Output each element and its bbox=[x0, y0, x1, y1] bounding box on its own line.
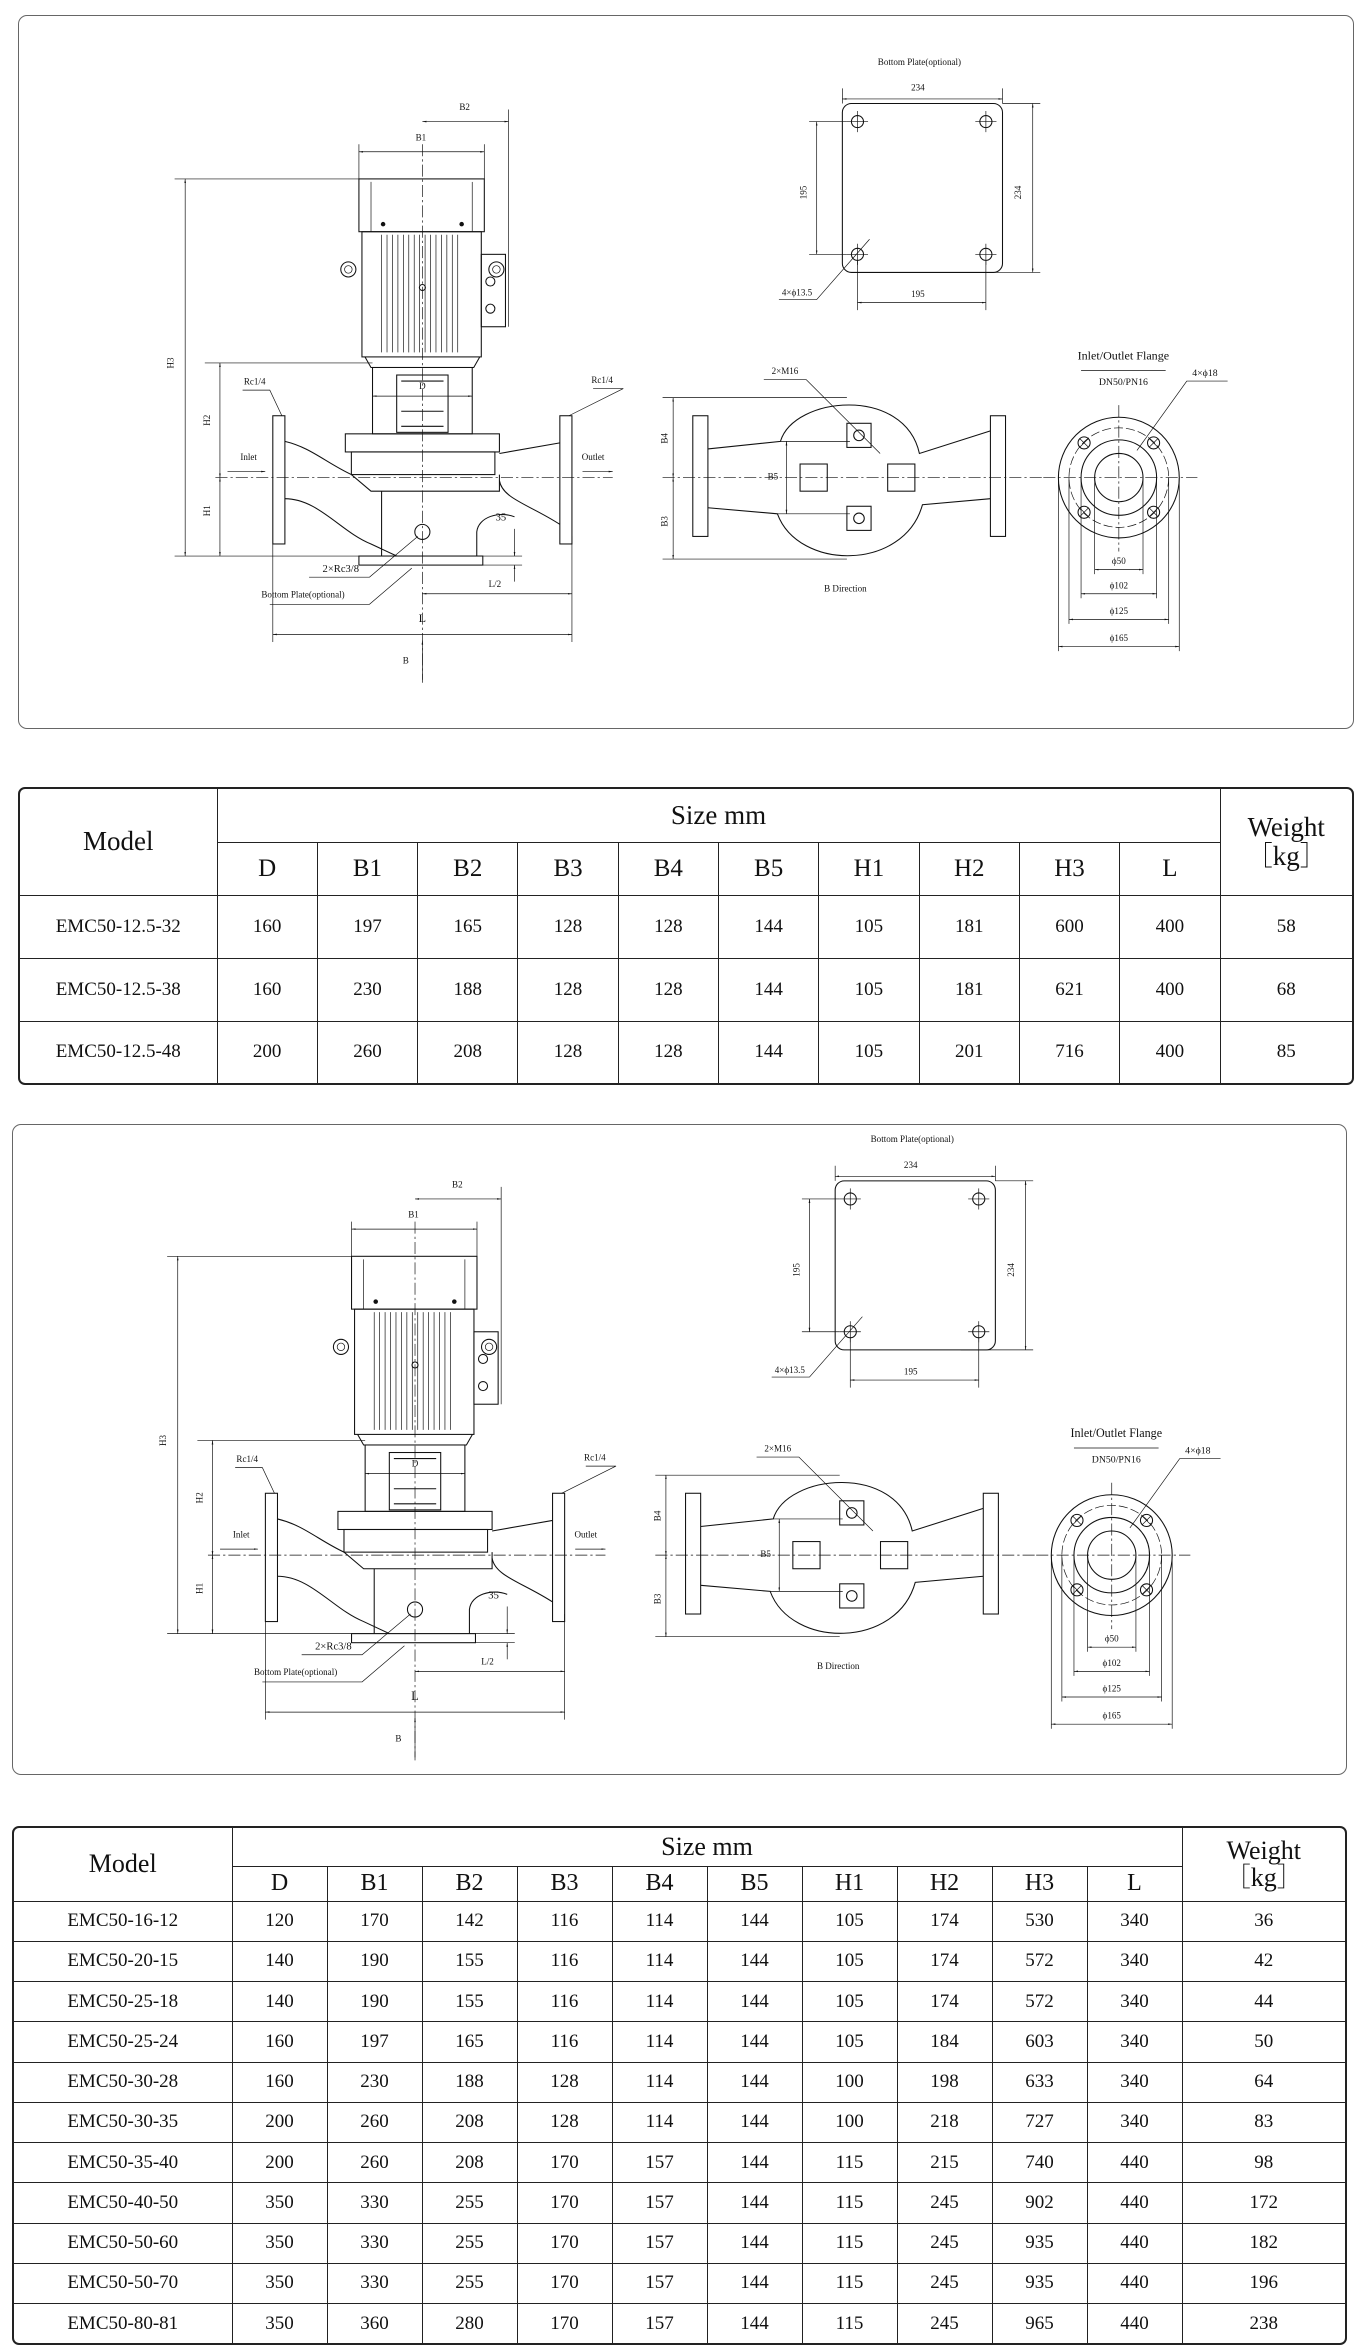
size-cell: 160 bbox=[232, 2022, 327, 2062]
size-cell: 340 bbox=[1087, 1901, 1182, 1941]
weight-cell: 64 bbox=[1182, 2062, 1345, 2102]
table-row bbox=[20, 1021, 1352, 1083]
size-cell: 144 bbox=[707, 2263, 802, 2303]
size-cell: 115 bbox=[802, 2183, 897, 2223]
size-cell: 190 bbox=[327, 1982, 422, 2022]
size-cell: 440 bbox=[1087, 2223, 1182, 2263]
label-b4: B4 bbox=[652, 1510, 663, 1522]
inlet-outlet-flange-view bbox=[1043, 349, 1227, 651]
table-row bbox=[14, 1941, 1345, 1981]
column-header: L bbox=[1087, 1866, 1182, 1901]
label-outlet: Outlet bbox=[581, 452, 605, 463]
size-cell: 935 bbox=[992, 2263, 1087, 2303]
size-cell: 260 bbox=[327, 2102, 422, 2142]
model-cell: EMC50-25-18 bbox=[14, 1982, 232, 2022]
size-cell: 935 bbox=[992, 2223, 1087, 2263]
weight-cell: 50 bbox=[1182, 2022, 1345, 2062]
size-cell: 115 bbox=[802, 2304, 897, 2344]
size-cell: 170 bbox=[517, 2143, 612, 2183]
size-cell: 140 bbox=[232, 1982, 327, 2022]
weight-label: Weight bbox=[1247, 812, 1325, 843]
size-cell: 144 bbox=[707, 2062, 802, 2102]
label-inlet: Inlet bbox=[232, 1529, 250, 1540]
size-cell: 105 bbox=[819, 958, 919, 1021]
label-d: D bbox=[411, 1458, 419, 1469]
size-cell: 350 bbox=[232, 2223, 327, 2263]
model-cell: EMC50-50-60 bbox=[14, 2223, 232, 2263]
size-cell: 155 bbox=[422, 1941, 517, 1981]
size-cell: 902 bbox=[992, 2183, 1087, 2223]
size-cell: 144 bbox=[707, 1982, 802, 2022]
size-cell: 144 bbox=[718, 895, 818, 958]
size-cell: 530 bbox=[992, 1901, 1087, 1941]
size-cell: 400 bbox=[1120, 1021, 1220, 1083]
size-cell: 114 bbox=[612, 1901, 707, 1941]
weight-cell: 36 bbox=[1182, 1901, 1345, 1941]
size-cell: 603 bbox=[992, 2022, 1087, 2062]
column-header: B3 bbox=[517, 1866, 612, 1901]
size-header: Size mm bbox=[217, 789, 1220, 842]
size-cell: 280 bbox=[422, 2304, 517, 2344]
weight-header bbox=[1182, 1828, 1345, 1901]
column-header: B1 bbox=[317, 842, 417, 895]
dimension-drawing-panel-1 bbox=[18, 15, 1354, 729]
flange-title: Inlet/Outlet Flange bbox=[1077, 348, 1170, 363]
size-cell: 330 bbox=[327, 2183, 422, 2223]
table-row bbox=[20, 895, 1352, 958]
label-l-half: L/2 bbox=[488, 578, 502, 589]
column-header: B4 bbox=[612, 1866, 707, 1901]
model-header: Model bbox=[20, 789, 217, 895]
weight-cell: 58 bbox=[1220, 895, 1352, 958]
header-row bbox=[14, 1828, 1345, 1866]
size-cell: 144 bbox=[707, 2102, 802, 2142]
size-cell: 114 bbox=[612, 2022, 707, 2062]
size-cell: 716 bbox=[1019, 1021, 1119, 1083]
size-cell: 105 bbox=[802, 2022, 897, 2062]
label-195-horizontal: 195 bbox=[911, 289, 925, 300]
size-cell: 116 bbox=[517, 1941, 612, 1981]
label-234-vertical: 234 bbox=[1013, 185, 1024, 200]
size-cell: 740 bbox=[992, 2143, 1087, 2183]
table-row bbox=[14, 2304, 1345, 2344]
size-cell: 230 bbox=[327, 2062, 422, 2102]
model-header: Model bbox=[14, 1828, 232, 1901]
size-cell: 144 bbox=[707, 2143, 802, 2183]
column-header: H3 bbox=[992, 1866, 1087, 1901]
model-cell: EMC50-12.5-48 bbox=[20, 1021, 217, 1083]
size-cell: 144 bbox=[718, 1021, 818, 1083]
size-cell: 198 bbox=[897, 2062, 992, 2102]
size-cell: 128 bbox=[517, 2062, 612, 2102]
model-cell: EMC50-35-40 bbox=[14, 2143, 232, 2183]
label-b-direction: B Direction bbox=[824, 583, 867, 594]
pump-front-view bbox=[158, 1179, 616, 1760]
size-cell: 142 bbox=[422, 1901, 517, 1941]
size-cell: 200 bbox=[232, 2143, 327, 2183]
size-cell: 105 bbox=[819, 895, 919, 958]
model-cell: EMC50-30-28 bbox=[14, 2062, 232, 2102]
header-row bbox=[20, 789, 1352, 842]
size-cell: 197 bbox=[327, 2022, 422, 2062]
column-header: B5 bbox=[718, 842, 818, 895]
size-cell: 255 bbox=[422, 2183, 517, 2223]
label-b-direction-arrow: B bbox=[402, 655, 409, 666]
size-cell: 621 bbox=[1019, 958, 1119, 1021]
column-header: H1 bbox=[819, 842, 919, 895]
size-cell: 633 bbox=[992, 2062, 1087, 2102]
column-header: B2 bbox=[418, 842, 518, 895]
model-cell: EMC50-12.5-32 bbox=[20, 895, 217, 958]
label-195-horizontal: 195 bbox=[903, 1366, 918, 1377]
size-cell: 170 bbox=[517, 2223, 612, 2263]
pump-dimension-drawing bbox=[13, 1125, 1346, 1774]
size-cell: 197 bbox=[317, 895, 417, 958]
size-cell: 572 bbox=[992, 1982, 1087, 2022]
size-cell: 105 bbox=[802, 1901, 897, 1941]
label-outlet: Outlet bbox=[574, 1529, 598, 1540]
model-cell: EMC50-50-70 bbox=[14, 2263, 232, 2303]
table-row bbox=[14, 1982, 1345, 2022]
label-b3: B3 bbox=[652, 1593, 663, 1605]
column-header: D bbox=[217, 842, 317, 895]
size-cell: 160 bbox=[217, 958, 317, 1021]
table-row bbox=[14, 2062, 1345, 2102]
size-cell: 350 bbox=[232, 2183, 327, 2223]
size-cell: 105 bbox=[802, 1941, 897, 1981]
size-cell: 200 bbox=[232, 2102, 327, 2142]
size-cell: 255 bbox=[422, 2263, 517, 2303]
size-cell: 170 bbox=[517, 2183, 612, 2223]
size-cell: 116 bbox=[517, 1901, 612, 1941]
size-cell: 128 bbox=[618, 1021, 718, 1083]
label-b4: B4 bbox=[659, 433, 670, 444]
size-cell: 245 bbox=[897, 2263, 992, 2303]
label-d: D bbox=[419, 381, 426, 392]
label-bottom-plate: Bottom Plate(optional) bbox=[254, 1666, 338, 1677]
column-header: H2 bbox=[897, 1866, 992, 1901]
size-cell: 350 bbox=[232, 2304, 327, 2344]
bottom-plate-title: Bottom Plate(optional) bbox=[877, 56, 962, 67]
size-cell: 170 bbox=[517, 2263, 612, 2303]
size-cell: 245 bbox=[897, 2223, 992, 2263]
weight-cell: 196 bbox=[1182, 2263, 1345, 2303]
size-cell: 260 bbox=[327, 2143, 422, 2183]
size-cell: 245 bbox=[897, 2183, 992, 2223]
size-cell: 114 bbox=[612, 2102, 707, 2142]
size-cell: 572 bbox=[992, 1941, 1087, 1981]
size-cell: 201 bbox=[919, 1021, 1019, 1083]
size-cell: 105 bbox=[819, 1021, 919, 1083]
model-cell: EMC50-80-81 bbox=[14, 2304, 232, 2344]
weight-unit: ［kg］ bbox=[1245, 840, 1327, 871]
size-cell: 200 bbox=[217, 1021, 317, 1083]
table-row bbox=[14, 2102, 1345, 2142]
column-header: D bbox=[232, 1866, 327, 1901]
column-header: H3 bbox=[1019, 842, 1119, 895]
size-cell: 174 bbox=[897, 1901, 992, 1941]
label-h3: H3 bbox=[158, 1434, 169, 1446]
weight-cell: 85 bbox=[1220, 1021, 1352, 1083]
dimension-drawing-panel-2 bbox=[12, 1124, 1347, 1775]
label-b3: B3 bbox=[659, 516, 670, 527]
size-cell: 116 bbox=[517, 1982, 612, 2022]
size-cell: 157 bbox=[612, 2223, 707, 2263]
b-direction-view bbox=[652, 1444, 1036, 1671]
label-h3: H3 bbox=[165, 357, 176, 369]
size-cell: 208 bbox=[418, 1021, 518, 1083]
size-cell: 600 bbox=[1019, 895, 1119, 958]
label-rc-left: Rc1/4 bbox=[243, 376, 266, 387]
label-bottom-plate: Bottom Plate(optional) bbox=[261, 589, 345, 600]
label-35: 35 bbox=[495, 512, 507, 524]
size-cell: 157 bbox=[612, 2143, 707, 2183]
label-195-vertical: 195 bbox=[791, 1263, 802, 1277]
size-cell: 128 bbox=[518, 958, 618, 1021]
size-cell: 128 bbox=[518, 1021, 618, 1083]
size-cell: 160 bbox=[232, 2062, 327, 2102]
column-header: B3 bbox=[518, 842, 618, 895]
size-cell: 100 bbox=[802, 2102, 897, 2142]
size-cell: 128 bbox=[517, 2102, 612, 2142]
bottom-plate-view bbox=[779, 57, 1040, 310]
size-cell: 340 bbox=[1087, 2102, 1182, 2142]
size-cell: 157 bbox=[612, 2263, 707, 2303]
flange-title: Inlet/Outlet Flange bbox=[1070, 1426, 1163, 1441]
dimension-table-1 bbox=[18, 787, 1354, 1085]
label-l: L bbox=[418, 611, 427, 626]
label-b5: B5 bbox=[767, 471, 779, 482]
size-cell: 128 bbox=[618, 895, 718, 958]
flange-spec: DN50/PN16 bbox=[1091, 1454, 1141, 1466]
label-b-direction: B Direction bbox=[816, 1660, 860, 1671]
model-cell: EMC50-25-24 bbox=[14, 2022, 232, 2062]
size-cell: 218 bbox=[897, 2102, 992, 2142]
table-row bbox=[14, 1901, 1345, 1941]
size-cell: 144 bbox=[707, 1901, 802, 1941]
size-cell: 115 bbox=[802, 2143, 897, 2183]
bottom-plate-view bbox=[772, 1134, 1033, 1387]
weight-cell: 83 bbox=[1182, 2102, 1345, 2142]
size-cell: 190 bbox=[327, 1941, 422, 1981]
label-rc-left: Rc1/4 bbox=[236, 1454, 259, 1465]
weight-cell: 42 bbox=[1182, 1941, 1345, 1981]
size-cell: 165 bbox=[422, 2022, 517, 2062]
size-cell: 965 bbox=[992, 2304, 1087, 2344]
weight-cell: 44 bbox=[1182, 1982, 1345, 2022]
size-cell: 255 bbox=[422, 2223, 517, 2263]
size-cell: 181 bbox=[919, 958, 1019, 1021]
size-cell: 114 bbox=[612, 1982, 707, 2022]
model-cell: EMC50-30-35 bbox=[14, 2102, 232, 2142]
label-bolts: 2×M16 bbox=[771, 366, 799, 377]
size-cell: 330 bbox=[327, 2223, 422, 2263]
weight-cell: 172 bbox=[1182, 2183, 1345, 2223]
size-cell: 188 bbox=[418, 958, 518, 1021]
label-d125: ϕ125 bbox=[1102, 1683, 1121, 1694]
label-drain: 2×Rc3/8 bbox=[315, 1641, 352, 1653]
size-cell: 215 bbox=[897, 2143, 992, 2183]
weight-cell: 182 bbox=[1182, 2223, 1345, 2263]
table-row bbox=[14, 2143, 1345, 2183]
label-234-vertical: 234 bbox=[1006, 1263, 1017, 1277]
size-header: Size mm bbox=[232, 1828, 1182, 1866]
size-cell: 260 bbox=[317, 1021, 417, 1083]
size-cell: 340 bbox=[1087, 2022, 1182, 2062]
size-cell: 400 bbox=[1120, 958, 1220, 1021]
size-cell: 170 bbox=[327, 1901, 422, 1941]
size-cell: 165 bbox=[418, 895, 518, 958]
label-rc-right: Rc1/4 bbox=[591, 375, 613, 386]
size-cell: 184 bbox=[897, 2022, 992, 2062]
size-cell: 340 bbox=[1087, 1941, 1182, 1981]
column-header: B1 bbox=[327, 1866, 422, 1901]
weight-label: Weight bbox=[1226, 1835, 1301, 1865]
size-cell: 170 bbox=[517, 2304, 612, 2344]
size-cell: 330 bbox=[327, 2263, 422, 2303]
size-cell: 440 bbox=[1087, 2183, 1182, 2223]
size-cell: 340 bbox=[1087, 2062, 1182, 2102]
weight-cell: 98 bbox=[1182, 2143, 1345, 2183]
size-cell: 208 bbox=[422, 2143, 517, 2183]
inlet-outlet-flange-view bbox=[1036, 1426, 1220, 1729]
size-cell: 340 bbox=[1087, 1982, 1182, 2022]
size-cell: 181 bbox=[919, 895, 1019, 958]
label-d50: ϕ50 bbox=[1104, 1633, 1119, 1644]
column-header: B4 bbox=[618, 842, 718, 895]
label-d125: ϕ125 bbox=[1109, 605, 1129, 616]
label-drain: 2×Rc3/8 bbox=[322, 564, 360, 576]
size-cell: 114 bbox=[612, 2062, 707, 2102]
weight-header bbox=[1220, 789, 1352, 895]
size-cell: 160 bbox=[217, 895, 317, 958]
size-cell: 128 bbox=[518, 895, 618, 958]
size-cell: 114 bbox=[612, 1941, 707, 1981]
size-cell: 230 bbox=[317, 958, 417, 1021]
label-flange-holes: 4×ϕ18 bbox=[1192, 367, 1218, 379]
table-row bbox=[14, 2022, 1345, 2062]
model-cell: EMC50-20-15 bbox=[14, 1941, 232, 1981]
weight-cell: 238 bbox=[1182, 2304, 1345, 2344]
column-header: B5 bbox=[707, 1866, 802, 1901]
label-b1: B1 bbox=[415, 132, 427, 143]
label-d165: ϕ165 bbox=[1109, 633, 1129, 644]
label-bolts: 2×M16 bbox=[764, 1443, 792, 1454]
pump-front-view bbox=[166, 102, 624, 683]
size-cell: 155 bbox=[422, 1982, 517, 2022]
size-cell: 440 bbox=[1087, 2143, 1182, 2183]
model-cell: EMC50-16-12 bbox=[14, 1901, 232, 1941]
model-cell: EMC50-40-50 bbox=[14, 2183, 232, 2223]
bottom-plate-title: Bottom Plate(optional) bbox=[870, 1134, 954, 1145]
table-row bbox=[14, 2263, 1345, 2303]
label-plate-holes: 4×ϕ13.5 bbox=[781, 287, 813, 298]
label-inlet: Inlet bbox=[240, 452, 257, 463]
label-d50: ϕ50 bbox=[1111, 556, 1126, 567]
size-cell: 144 bbox=[707, 2022, 802, 2062]
size-cell: 144 bbox=[718, 958, 818, 1021]
pump-dimension-drawing bbox=[19, 16, 1353, 728]
label-d165: ϕ165 bbox=[1102, 1710, 1121, 1721]
size-cell: 360 bbox=[327, 2304, 422, 2344]
b-direction-view bbox=[660, 366, 1044, 593]
label-b2: B2 bbox=[452, 1179, 463, 1190]
size-cell: 174 bbox=[897, 1941, 992, 1981]
size-cell: 120 bbox=[232, 1901, 327, 1941]
size-cell: 350 bbox=[232, 2263, 327, 2303]
label-h1: H1 bbox=[194, 1582, 205, 1594]
size-cell: 144 bbox=[707, 2304, 802, 2344]
label-flange-holes: 4×ϕ18 bbox=[1185, 1445, 1211, 1457]
label-b2: B2 bbox=[459, 102, 470, 113]
label-35: 35 bbox=[488, 1590, 499, 1602]
label-l: L bbox=[411, 1688, 419, 1703]
table-row bbox=[14, 2183, 1345, 2223]
label-d102: ϕ102 bbox=[1109, 580, 1129, 591]
label-h2: H2 bbox=[201, 414, 212, 426]
label-l-half: L/2 bbox=[481, 1656, 494, 1667]
label-h2: H2 bbox=[194, 1492, 205, 1504]
label-d102: ϕ102 bbox=[1102, 1657, 1121, 1668]
size-cell: 144 bbox=[707, 1941, 802, 1981]
size-cell: 208 bbox=[422, 2102, 517, 2142]
table-row bbox=[20, 958, 1352, 1021]
label-234-horizontal: 234 bbox=[911, 82, 925, 93]
weight-unit: ［kg］ bbox=[1224, 1863, 1303, 1893]
table-row bbox=[14, 2223, 1345, 2263]
size-cell: 128 bbox=[618, 958, 718, 1021]
size-cell: 174 bbox=[897, 1982, 992, 2022]
column-header: H2 bbox=[919, 842, 1019, 895]
label-b5: B5 bbox=[760, 1549, 771, 1560]
size-cell: 144 bbox=[707, 2183, 802, 2223]
flange-spec: DN50/PN16 bbox=[1098, 376, 1148, 388]
size-cell: 140 bbox=[232, 1941, 327, 1981]
dimension-table-2 bbox=[12, 1826, 1347, 2345]
column-header: H1 bbox=[802, 1866, 897, 1901]
size-cell: 116 bbox=[517, 2022, 612, 2062]
label-h1: H1 bbox=[201, 505, 212, 517]
size-cell: 440 bbox=[1087, 2263, 1182, 2303]
size-cell: 115 bbox=[802, 2223, 897, 2263]
weight-cell: 68 bbox=[1220, 958, 1352, 1021]
column-header: L bbox=[1120, 842, 1220, 895]
size-cell: 440 bbox=[1087, 2304, 1182, 2344]
size-cell: 105 bbox=[802, 1982, 897, 2022]
size-cell: 400 bbox=[1120, 895, 1220, 958]
column-header-row bbox=[20, 842, 1352, 895]
size-cell: 245 bbox=[897, 2304, 992, 2344]
model-cell: EMC50-12.5-38 bbox=[20, 958, 217, 1021]
size-cell: 144 bbox=[707, 2223, 802, 2263]
label-b1: B1 bbox=[408, 1209, 419, 1220]
size-cell: 100 bbox=[802, 2062, 897, 2102]
label-rc-right: Rc1/4 bbox=[584, 1452, 606, 1463]
size-cell: 188 bbox=[422, 2062, 517, 2102]
label-195-vertical: 195 bbox=[798, 185, 809, 200]
size-cell: 727 bbox=[992, 2102, 1087, 2142]
column-header: B2 bbox=[422, 1866, 517, 1901]
label-234-horizontal: 234 bbox=[903, 1159, 918, 1170]
size-cell: 115 bbox=[802, 2263, 897, 2303]
size-cell: 157 bbox=[612, 2183, 707, 2223]
label-b-direction-arrow: B bbox=[395, 1733, 402, 1744]
size-cell: 157 bbox=[612, 2304, 707, 2344]
label-plate-holes: 4×ϕ13.5 bbox=[774, 1365, 805, 1376]
